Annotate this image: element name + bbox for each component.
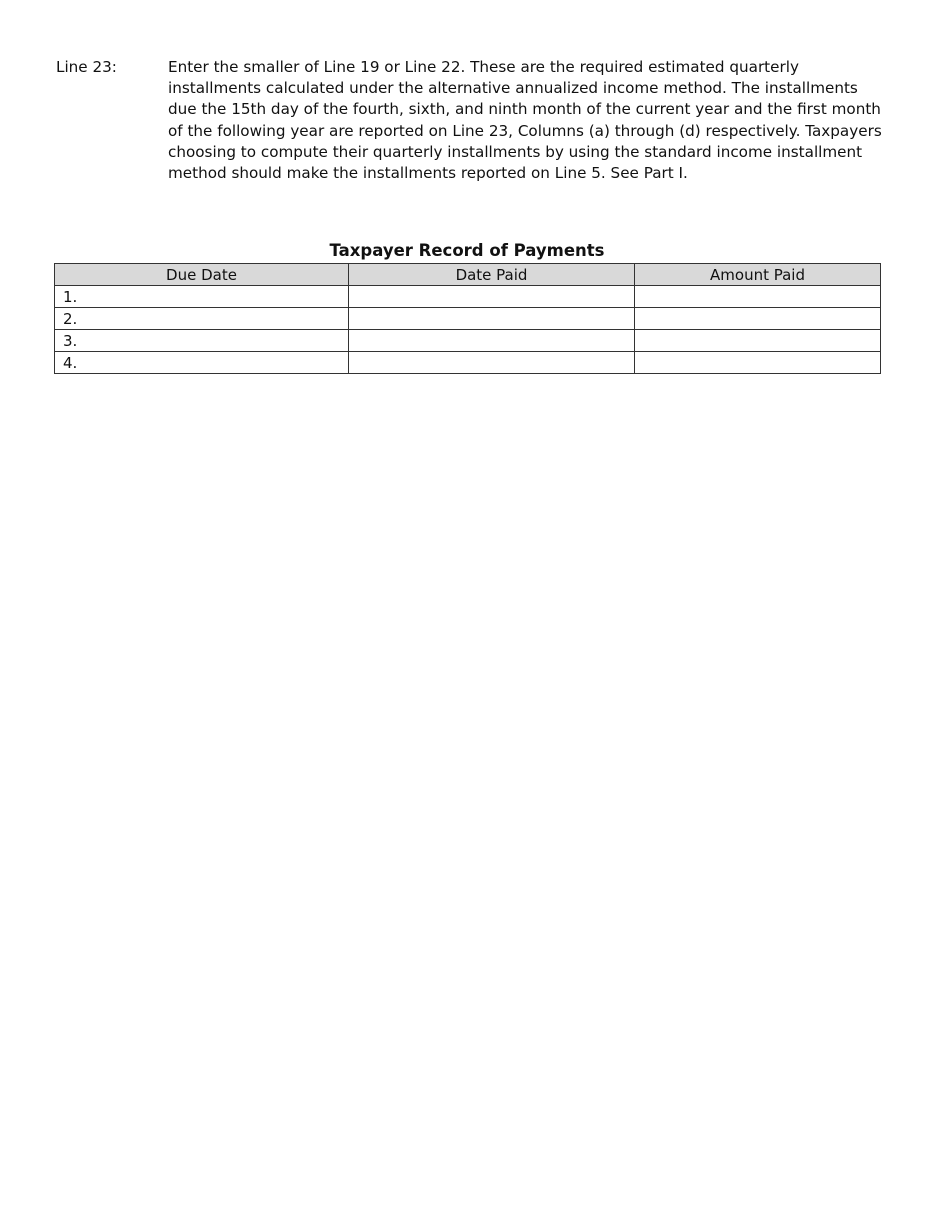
amount-paid-cell[interactable]: [635, 286, 881, 308]
amount-paid-cell[interactable]: [635, 308, 881, 330]
instruction-text: Enter the smaller of Line 19 or Line 22. These are the required estimated quarterly installments calculated under the alternative annualized income method. The installments due the 15th day of the fourth, sixth, and ninth month of the current year and the first month of the following year are reported on Line 23, Columns (a) through (d) respectively. Taxpayers choosing to compute their quarterly installments by using the standard income installment method should make the installments reported on Line 5. See Part I.: [168, 58, 882, 183]
table-row: [55, 286, 881, 308]
instruction-label: Line 23:: [56, 58, 117, 76]
due-date-cell[interactable]: 3.: [55, 330, 349, 352]
date-paid-header: Date Paid: [349, 264, 635, 286]
record-title: Taxpayer Record of Payments: [329, 241, 605, 260]
amount-paid-cell[interactable]: [635, 352, 881, 374]
date-paid-cell[interactable]: [349, 308, 635, 330]
due-date-cell[interactable]: 4.: [55, 352, 349, 374]
table-header-row: [55, 264, 881, 286]
table-row: [55, 308, 881, 330]
amount-paid-header: Amount Paid: [635, 264, 881, 286]
date-paid-cell[interactable]: [349, 352, 635, 374]
taxpayer-record-section: [54, 240, 880, 374]
due-date-cell[interactable]: 2.: [55, 308, 349, 330]
date-paid-cell[interactable]: [349, 286, 635, 308]
table-row: [55, 330, 881, 352]
table-row: [55, 352, 881, 374]
line-23-instruction: [56, 57, 886, 184]
payments-table: [54, 263, 881, 374]
date-paid-cell[interactable]: [349, 330, 635, 352]
due-date-header: Due Date: [55, 264, 349, 286]
amount-paid-cell[interactable]: [635, 330, 881, 352]
due-date-cell[interactable]: 1.: [55, 286, 349, 308]
